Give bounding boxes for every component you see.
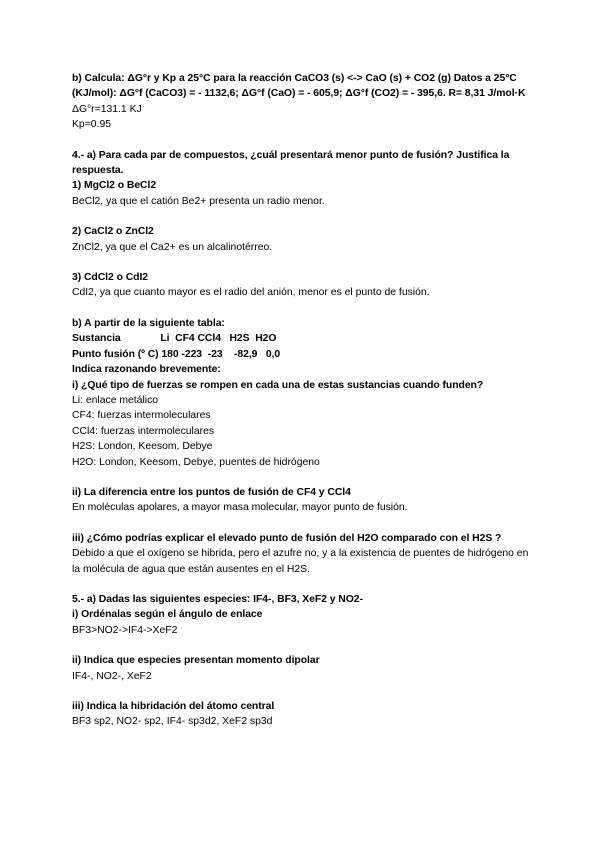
q4b-title: b) A partir de la siguiente tabla: bbox=[72, 317, 225, 329]
q5a-iii-title: iii) Indica la hibridación del átomo central bbox=[72, 701, 275, 712]
q4a-item3-answer: CdI2, ya que cuanto mayor es el radio del anión, menor es el punto de fusión. bbox=[72, 287, 430, 299]
q5a-i-title: i) Ordénalas según el ángulo de enlace bbox=[72, 609, 263, 621]
q4a-title: 4.- a) Para cada par de compuestos, ¿cuál presentará menor punto de fusión? Justifica la respuesta. bbox=[72, 149, 510, 177]
q4b-i-answer-h2o: H2O: London, Keesom, Debye, puentes de hidrógeno bbox=[72, 456, 320, 468]
q4b-i-answer-h2s: H2S: London, Keesom, Debye bbox=[72, 441, 213, 453]
q4a-item2-answer: ZnCl2, ya que el Ca2+ es un alcalinotérreo. bbox=[72, 241, 273, 253]
q5a-iii-answer: BF3 sp2, NO2- sp2, IF4- sp3d2, XeF2 sp3d bbox=[72, 716, 273, 728]
q4b-intro: Indica razonando brevemente: bbox=[72, 364, 221, 376]
q3b-answer-kp: Kp=0.95 bbox=[72, 119, 112, 131]
q4b-i-answer-cf4: CF4: fuerzas intermoleculares bbox=[72, 410, 211, 422]
q4b-i-answer-li: Li: enlace metálico bbox=[72, 394, 159, 406]
q4b-table-header-row: Sustancia Li CF4 CCl4 H2S H2O bbox=[72, 333, 277, 345]
q3b-answer-deltag: ΔG°r=131.1 KJ bbox=[72, 103, 142, 115]
q4b-iii-answer: Debido a que el oxígeno se hibrida, pero el azufre no, y a la existencia de puentes de hidrógeno en la molécula de agua que están ausentes en el H2S. bbox=[72, 548, 529, 575]
q4a-item1-question: 1) MgCl2 o BeCl2 bbox=[72, 180, 157, 192]
q4b-table-values-row: Punto fusión (º C) 180 -223 -23 -82,9 0,0 bbox=[72, 348, 281, 360]
q4b-iii-title: iii) ¿Cómo podrías explicar el elevado punto de fusión del H2O comparado con el H2S ? bbox=[72, 532, 502, 544]
q5a-i-answer: BF3>NO2->IF4->XeF2 bbox=[72, 624, 178, 636]
q3b-title: b) Calcula: ΔG°r y Kp a 25°C para la reacción CaCO3 (s) <-> CaO (s) + CO2 (g) Datos a 25°C (KJ/mol): ΔG°f (CaCO3) = - 1132,6; ΔG°f (CaO) = - 605,9; ΔG°f (CO2) = - 395,6. R= 8,31 J/mol·K bbox=[72, 73, 526, 100]
q4b-i-answer-ccl4: CCl4: fuerzas intermoleculares bbox=[72, 425, 215, 437]
q4a-item3-question: 3) CdCl2 o CdI2 bbox=[72, 272, 149, 284]
q5a-title: 5.- a) Dadas las siguientes especies: IF4-, BF3, XeF2 y NO2- bbox=[72, 593, 363, 605]
q4b-i-title: i) ¿Qué tipo de fuerzas se rompen en cada una de estas sustancias cuando funden? bbox=[72, 379, 484, 391]
q5a-ii-title: ii) Indica que especies presentan momento dipolar bbox=[72, 655, 320, 667]
q4a-item2-question: 2) CaCl2 o ZnCl2 bbox=[72, 226, 154, 238]
q4b-ii-answer: En moléculas apolares, a mayor masa molecular, mayor punto de fusión. bbox=[72, 502, 408, 514]
q4a-item1-answer: BeCl2, ya que el catión Be2+ presenta un radio menor. bbox=[72, 195, 325, 207]
q5a-ii-answer: IF4-, NO2-, XeF2 bbox=[72, 670, 152, 682]
q4b-ii-title: ii) La diferencia entre los puntos de fusión de CF4 y CCl4 bbox=[72, 486, 351, 498]
document-content bbox=[72, 71, 532, 730]
